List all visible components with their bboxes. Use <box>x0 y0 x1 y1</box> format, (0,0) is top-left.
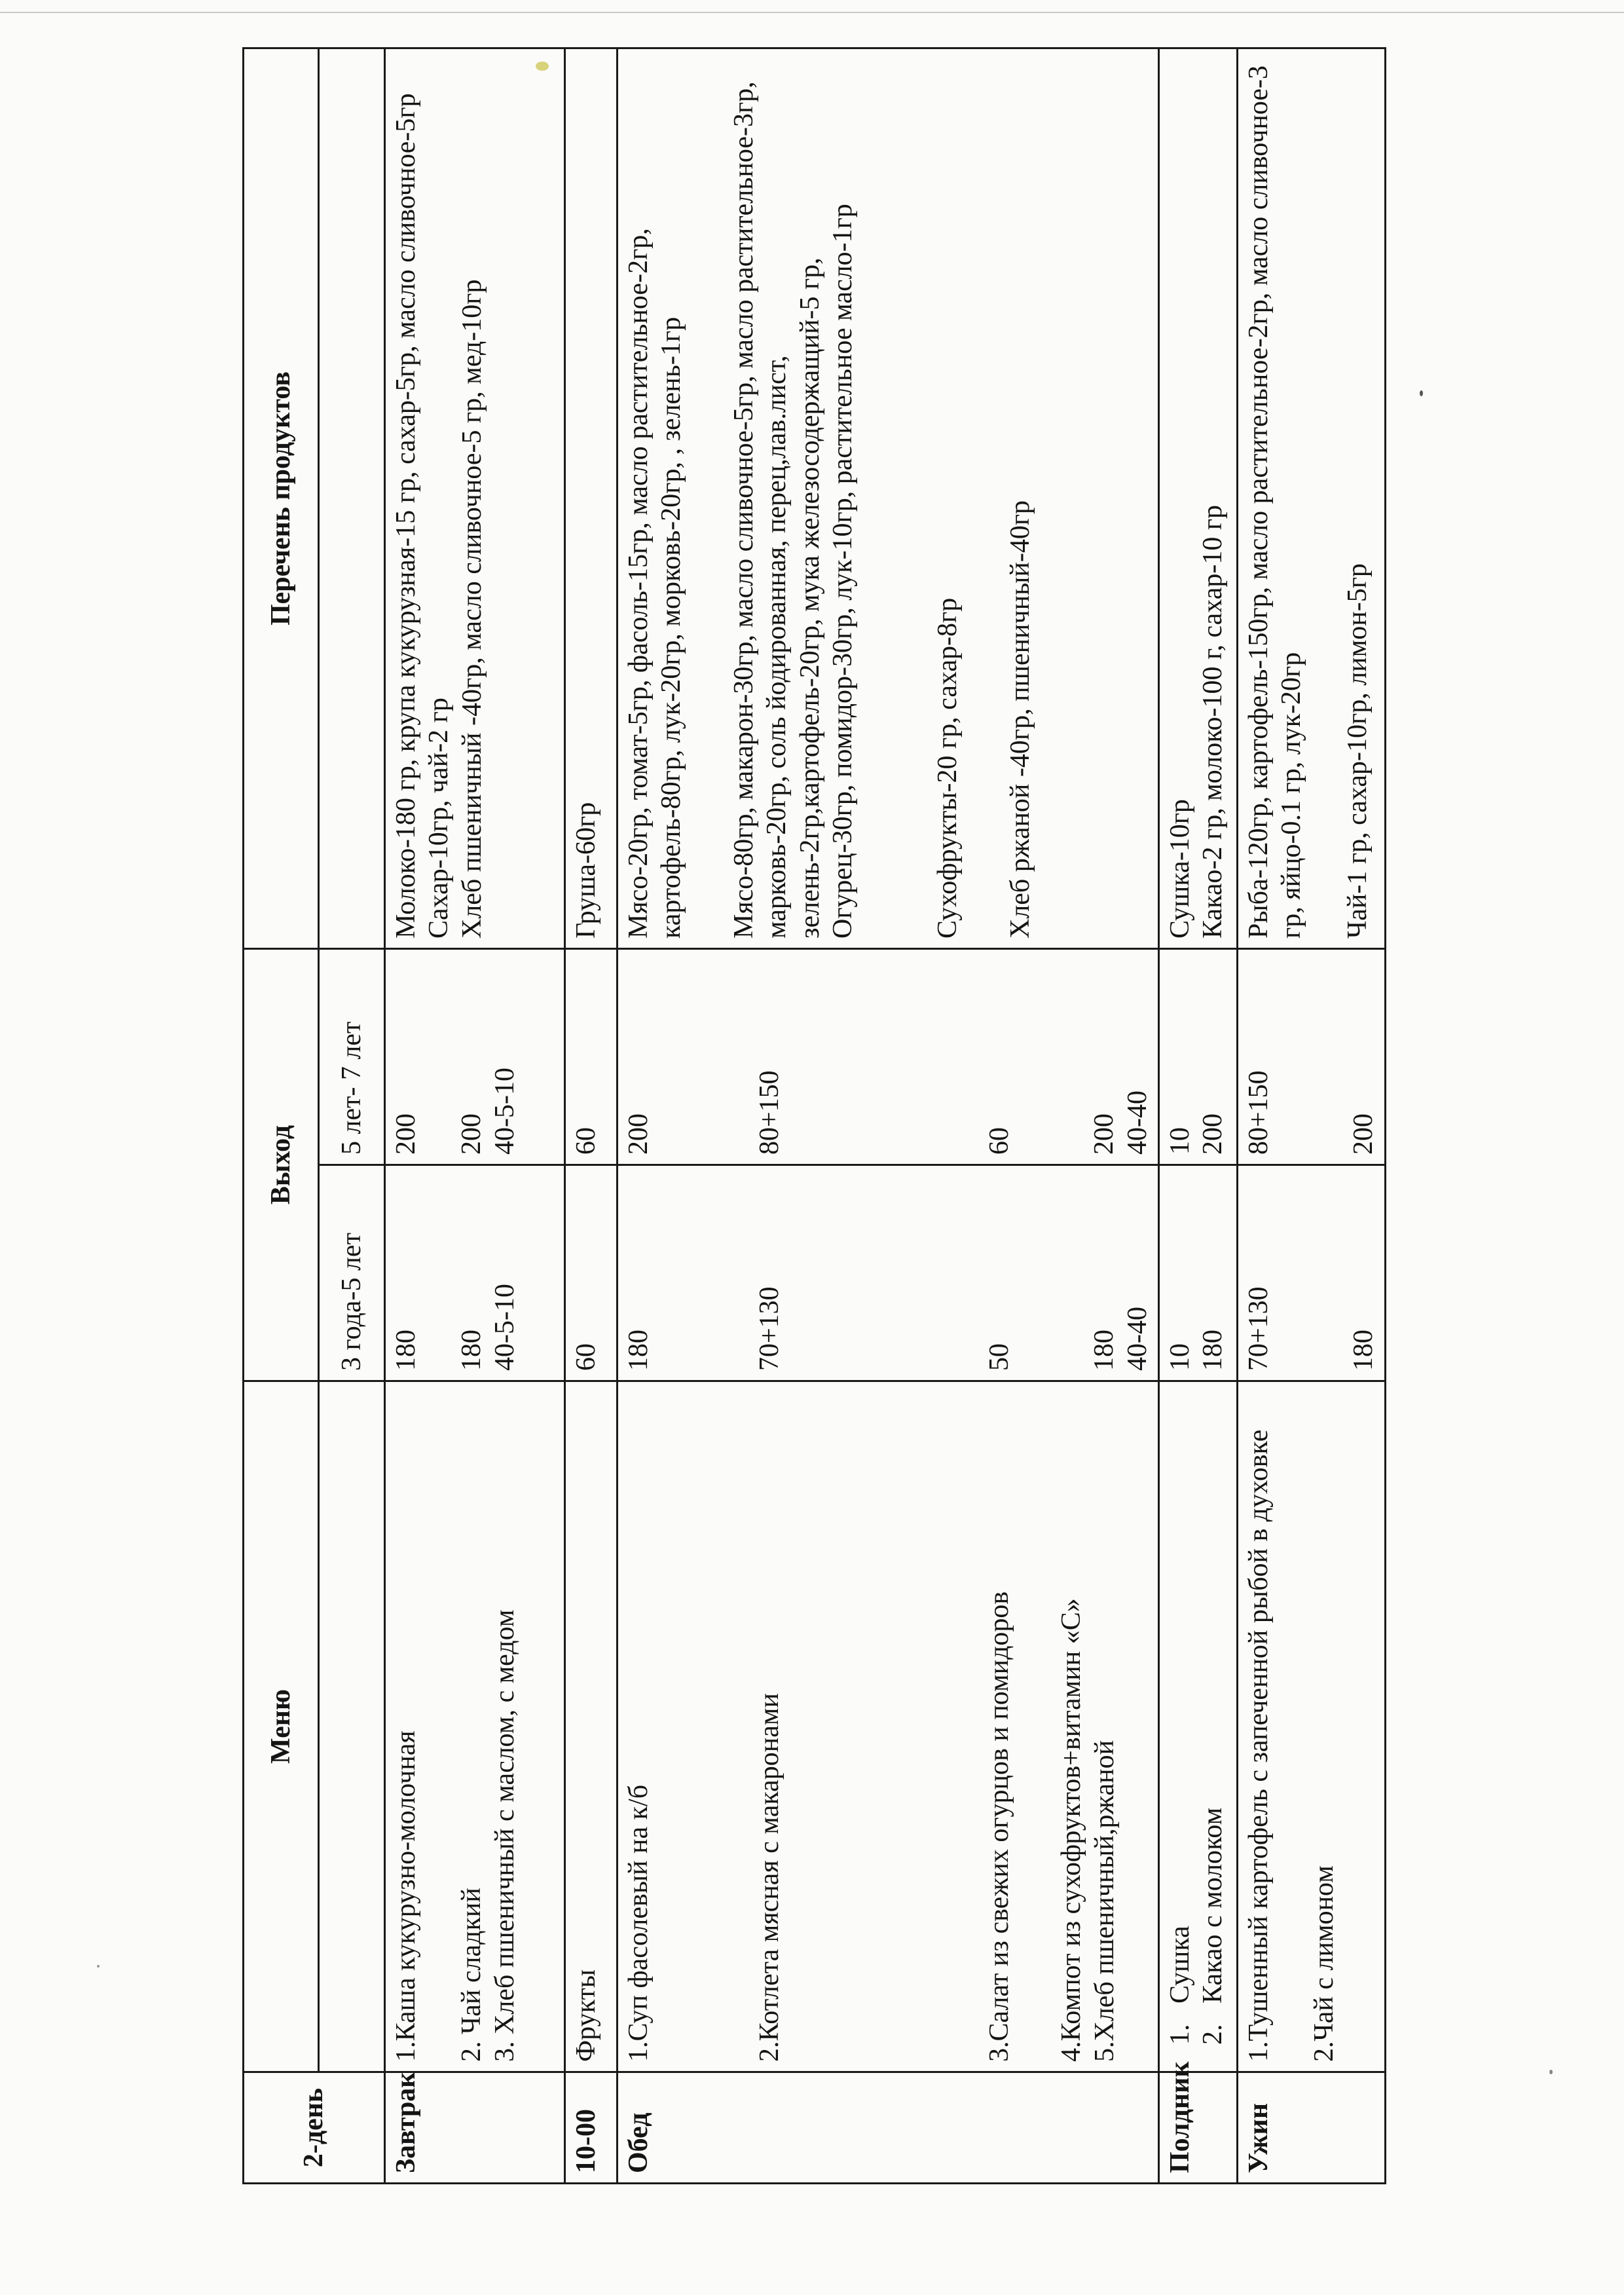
meal-name: Ужин <box>1237 2072 1385 2184</box>
menu-cell <box>1237 1381 1385 2072</box>
output-value: 200 <box>391 1113 421 1155</box>
output-old-cell <box>1237 949 1385 1165</box>
menu-item: 3.Салат из свежих огурцов и помидоров <box>984 1591 1014 2062</box>
output-old-cell <box>1158 949 1237 1165</box>
products-cell <box>618 48 1159 949</box>
output-value: 60 <box>984 1127 1014 1155</box>
menu-sheet <box>242 49 1379 2184</box>
products-cell <box>1237 48 1385 949</box>
output-value: 70+130 <box>1243 1286 1274 1371</box>
products-text: Груша-60гр <box>565 48 618 949</box>
menu-item-label: Сушка <box>1164 1926 1195 2004</box>
output-header: Выход <box>244 949 319 1381</box>
scan-edge-line <box>0 12 1624 13</box>
products-text: Хлеб ржаной -40гр, пшеничный-40гр <box>1005 500 1035 939</box>
output-value: 40-5-10 <box>489 1068 520 1155</box>
menu-sub-empty <box>319 1381 385 2072</box>
meal-name: 10-00 <box>565 2072 618 2184</box>
output-value: 180 <box>1348 1330 1379 1371</box>
output-value: 80+150 <box>1243 1070 1274 1155</box>
day-header: 2-день <box>244 2072 385 2184</box>
products-text: Мясо-20гр, томат-5гр, фасоль-15гр, масло растительное-2гр, картофель-80гр, лук-20гр, морковь-20гр, , зелень-1гр <box>623 228 687 939</box>
output-value: 200 <box>623 1113 654 1155</box>
menu-item: 5.Хлеб пшеничный,ржаной <box>1089 1740 1120 2062</box>
menu-item: 2.Чай с лимоном <box>1309 1865 1340 2062</box>
menu-cell <box>618 1381 1159 2072</box>
output-young-cell <box>385 1165 565 1381</box>
menu-item: 1.Тушенный картофель с запеченной рыбой в духовке <box>1243 1429 1274 2062</box>
products-text: Сахар-10гр, чай-2 гр <box>424 698 454 939</box>
output-old-cell <box>385 949 565 1165</box>
list-number: 2. <box>1198 2024 1228 2045</box>
output-young-cell <box>618 1165 1159 1381</box>
output-value: 180 <box>456 1330 487 1371</box>
menu-item: 1.Суп фасолевый на к/б <box>623 1784 654 2062</box>
meal-name: Обед <box>618 2072 1159 2184</box>
output-value: 200 <box>1348 1113 1379 1155</box>
age-group-2: 5 лет- 7 лет <box>319 949 385 1165</box>
age-group-1: 3 года-5 лет <box>319 1165 385 1381</box>
header-row <box>244 48 319 2184</box>
scan-speck <box>97 1965 100 1968</box>
output-value: 40-40 <box>1122 1307 1153 1371</box>
scan-speck <box>1420 390 1423 396</box>
products-text: Сухофрукты-20 гр, сахар-8гр <box>932 597 963 939</box>
menu-item <box>1164 1391 1196 2045</box>
menu-header: Меню <box>244 1381 319 2072</box>
output-old-cell <box>618 949 1159 1165</box>
products-text: Мясо-80гр, макарон-30гр, масло сливочное-5гр, масло растительное-3гр, марковь-20гр, соль йодированная, перец,лав.лист, зелень-2гр,картофель-20гр, мука железосодержащий-5 гр, <box>728 81 825 939</box>
dinner-row <box>1237 48 1385 2184</box>
menu-table <box>242 47 1386 2184</box>
output-value: 180 <box>391 1330 421 1371</box>
lunch-row <box>618 48 1159 2184</box>
output-value: 50 <box>984 1343 1014 1371</box>
output-value: 200 <box>456 1113 487 1155</box>
scan-speck <box>1549 2070 1553 2074</box>
products-text: Чай-1 гр, сахар-10гр, лимон-5гр <box>1342 563 1373 939</box>
products-text: Огурец-30гр, помидор-30гр, лук-10гр, растительное масло-1гр <box>827 204 858 939</box>
menu-item: 1.Каша кукурузно-молочная <box>391 1730 421 2062</box>
products-sub-empty <box>319 48 385 949</box>
output-young-cell <box>1158 1165 1237 1381</box>
output-value: 80+150 <box>754 1070 785 1155</box>
output-value: 70+130 <box>754 1286 785 1371</box>
menu-item <box>1196 1391 1229 2045</box>
products-cell <box>1158 48 1237 949</box>
products-text: Рыба-120гр, картофель-150гр, масло растительное-2гр, масло сливочное-3 гр, яйцо-0.1 гр, лук-20гр <box>1243 65 1307 939</box>
output-value: 40-5-10 <box>489 1284 520 1371</box>
breakfast-row <box>385 48 565 2184</box>
menu-item: 2.Котлета мясная с макаронами <box>754 1693 785 2062</box>
output-value: 180 <box>1089 1330 1120 1371</box>
afternoon-row <box>1158 48 1237 2184</box>
output-value: 60 <box>565 949 618 1165</box>
products-cell <box>385 48 565 949</box>
menu-item-label: Какао с молоком <box>1198 1807 1228 2004</box>
menu-cell <box>385 1381 565 2072</box>
output-value: 180 <box>623 1330 654 1371</box>
products-text: Сушка-10гр <box>1164 799 1195 939</box>
output-young-cell <box>1237 1165 1385 1381</box>
snack-10-row <box>565 48 618 2184</box>
list-number: 1. <box>1164 2024 1195 2045</box>
output-value: 200 <box>1089 1113 1120 1155</box>
products-text: Хлеб пшеничный -40гр, масло сливочное-5 гр, мед-10гр <box>456 279 487 939</box>
menu-item: 4.Компот из сухофруктов+витамин «С» <box>1056 1598 1087 2062</box>
menu-item: 2. Чай сладкий <box>456 1888 487 2062</box>
meal-name: Завтрак <box>385 2072 565 2184</box>
output-value: 60 <box>565 1165 618 1381</box>
products-header: Перечень продуктов <box>244 48 319 949</box>
output-value: 10 <box>1164 1127 1195 1155</box>
menu-cell <box>1158 1381 1237 2072</box>
age-row <box>319 48 385 2184</box>
meal-name: Полдник <box>1158 2072 1237 2184</box>
menu-item: Фрукты <box>565 1381 618 2072</box>
menu-item: 3. Хлеб пшеничный с маслом, с медом <box>489 1609 520 2062</box>
output-value: 40-40 <box>1122 1091 1153 1155</box>
output-value: 10 <box>1164 1343 1195 1371</box>
output-value: 180 <box>1198 1330 1228 1371</box>
products-text: Какао-2 гр, молоко-100 г, сахар-10 гр <box>1198 504 1228 939</box>
products-text: Молоко-180 гр, крупа кукурузная-15 гр, сахар-5гр, масло сливочное-5гр <box>391 93 421 939</box>
output-value: 200 <box>1198 1113 1228 1155</box>
